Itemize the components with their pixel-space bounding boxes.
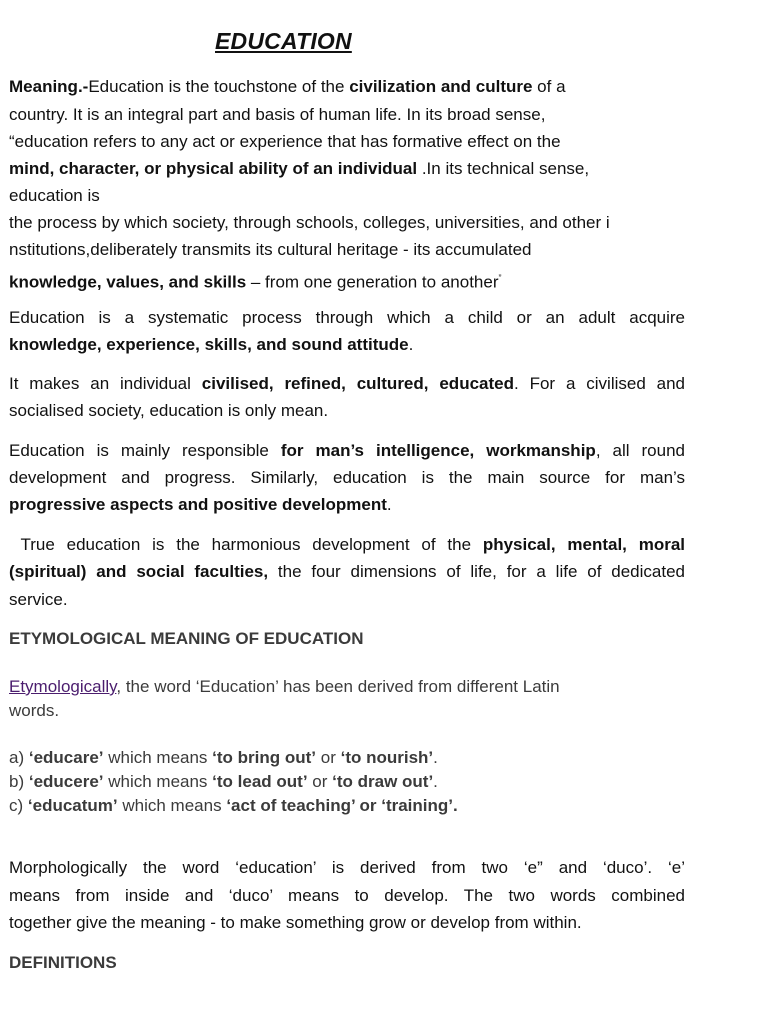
p1-line-1: Meaning.-Education is the touchstone of the civilization and culture of a — [9, 77, 566, 96]
p5-line-3: service. — [9, 590, 68, 609]
etym-line-2: words. — [9, 701, 60, 720]
etymologically-link[interactable]: Etymologically — [9, 677, 117, 696]
p1-line-2: country. It is an integral part and basis of human life. In its broad sense, — [9, 105, 546, 124]
p1-line-7: nstitutions,deliberately transmits its cultural heritage - its accumulated — [9, 240, 532, 259]
p4-line-2: development and progress. Similarly, education is the main source for man’s — [9, 468, 685, 487]
list-item: c) ‘educatum’ which means ‘act of teaching’ or ‘training’. — [9, 796, 458, 815]
page-title: EDUCATION — [215, 28, 352, 54]
p4-line-1: Education is mainly responsible for man’s intelligence, workmanship, all round — [9, 441, 685, 460]
p5-line-2: (spiritual) and social faculties, the four dimensions of life, for a life of dedicated — [9, 562, 685, 581]
p6-line-2: means from inside and ‘duco’ means to develop. The two words combined — [9, 886, 685, 905]
p3-line-2: socialised society, education is only mean. — [9, 401, 329, 420]
p4-line-3: progressive aspects and positive development. — [9, 495, 392, 514]
p1-line-4: mind, character, or physical ability of an individual .In its technical sense, — [9, 159, 590, 178]
p3-line-1: It makes an individual civilised, refined, cultured, educated. For a civilised and — [9, 374, 686, 393]
meaning-label: Meaning.- — [9, 77, 89, 96]
section-heading-definitions: DEFINITIONS — [9, 953, 117, 972]
p1-line-3: “education refers to any act or experience that has formative effect on the — [9, 132, 561, 151]
p1-line-5: education is — [9, 186, 100, 205]
list-item: a) ‘educare’ which means ‘to bring out’ or ‘to nourish’. — [9, 748, 438, 767]
list-item: b) ‘educere’ which means ‘to lead out’ or ‘to draw out’. — [9, 772, 438, 791]
section-heading-etymology: ETYMOLOGICAL MEANING OF EDUCATION — [9, 629, 364, 648]
p2-line-1: Education is a systematic process through which a child or an adult acquire — [9, 308, 685, 327]
p5-line-1: True education is the harmonious development of the physical, mental, moral — [9, 535, 685, 554]
p6-line-3: together give the meaning - to make something grow or develop from within. — [9, 913, 582, 932]
p1-line-8: knowledge, values, and skills – from one generation to another” — [9, 272, 502, 292]
p2-line-2: knowledge, experience, skills, and sound attitude. — [9, 335, 414, 354]
etym-line-1: Etymologically, the word ‘Education’ has been derived from different Latin — [9, 677, 560, 696]
p6-line-1: Morphologically the word ‘education’ is derived from two ‘e” and ‘duco’. ‘e’ — [9, 858, 685, 877]
p1-line-6: the process by which society, through schools, colleges, universities, and other i — [9, 213, 610, 232]
